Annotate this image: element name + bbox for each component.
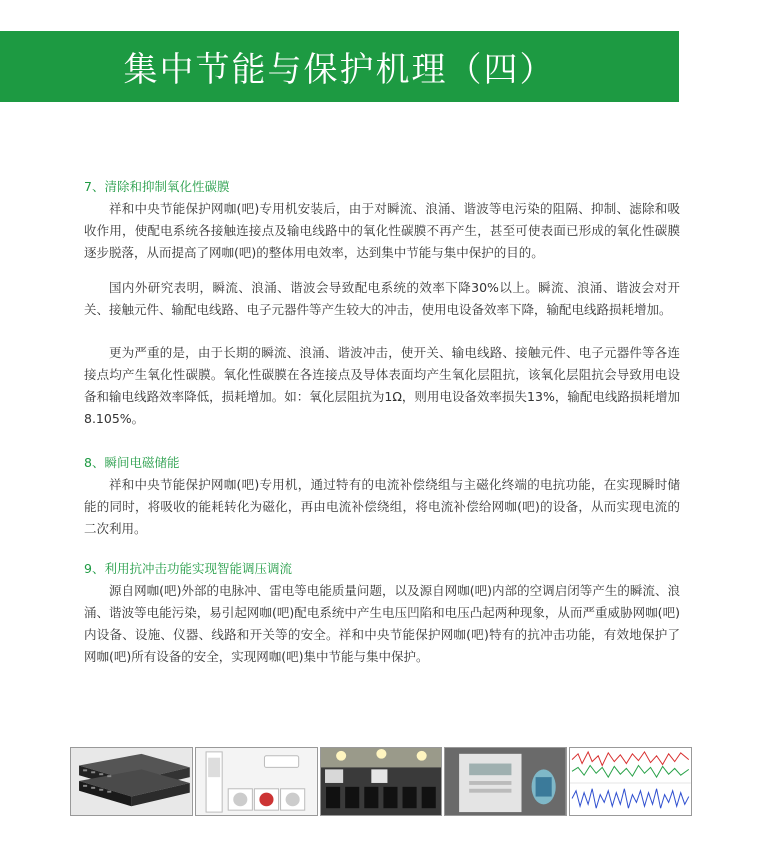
waveform-chart-photo xyxy=(569,747,692,816)
section-title-7: 7、清除和抑制氧化性碳膜 xyxy=(84,179,230,194)
article-body xyxy=(84,176,680,668)
internet-cafe-photo xyxy=(320,747,443,816)
section-8-paragraph-1: 祥和中央节能保护网咖(吧)专用机，通过特有的电流补偿绕组与主磁化终端的电抗功能，在实现瞬时储能的同时，将吸收的能耗转化为磁化，再由电流补偿绕组，将电流补偿给网咖(吧)的设备，从而实现电流的二次利用。 xyxy=(84,477,680,536)
air-conditioner-photo xyxy=(195,747,318,816)
page-title: 集中节能与保护机理（四） xyxy=(123,50,556,90)
title-banner xyxy=(0,31,679,102)
section-7-paragraph-3: 更为严重的是，由于长期的瞬流、浪涌、谐波冲击，使开关、输电线路、接触元件、电子元器件等各连接点均产生氧化性碳膜。氧化性碳膜在各连接点及导体表面均产生氧化层阻抗，该氧化层阻抗会导致用电设备和输电线路效率降低，损耗增加。如：氧化层阻抗为1Ω，则用电设备效率损失13%，输配电线路损耗增加8.105%。 xyxy=(84,345,680,426)
section-7-paragraph-2: 国内外研究表明，瞬流、浪涌、谐波会导致配电系统的效率下降30%以上。瞬流、浪涌、谐波会对开关、接触元件、输配电线路、电子元器件等产生较大的冲击，使用电设备效率下降，输配电线路损耗增加。 xyxy=(84,280,680,317)
section-title-8: 8、瞬间电磁储能 xyxy=(84,455,180,470)
section-title-9: 9、利用抗冲击功能实现智能调压调流 xyxy=(84,561,292,576)
network-switch-photo xyxy=(70,747,193,816)
section-7-paragraph-1: 祥和中央节能保护网咖(吧)专用机安装后，由于对瞬流、浪涌、谐波等电污染的阻隔、抑制、滤除和吸收作用，使配电系统各接触连接点及输电线路中的氧化性碳膜不再产生，甚至可使表面已形成的氧化性碳膜逐步脱落，从而提高了网咖(吧)的整体用电效率，达到集中节能与集中保护的目的。 xyxy=(84,201,680,260)
section-9-paragraph-1: 源自网咖(吧)外部的电脉冲、雷电等电能质量问题，以及源自网咖(吧)内部的空调启闭等产生的瞬流、浪涌、谐波等电能污染，易引起网咖(吧)配电系统中产生电压凹陷和电压凸起两种现象，从而严重威胁网咖(吧)内设备、设施、仪器、线路和开关等的安全。祥和中央节能保护网咖(吧)特有的抗冲击功能，有效地保护了网咖(吧)所有设备的安全，实现网咖(吧)集中节能与集中保护。 xyxy=(84,583,680,664)
photo-strip xyxy=(70,747,692,816)
electric-meter-photo xyxy=(444,747,567,816)
